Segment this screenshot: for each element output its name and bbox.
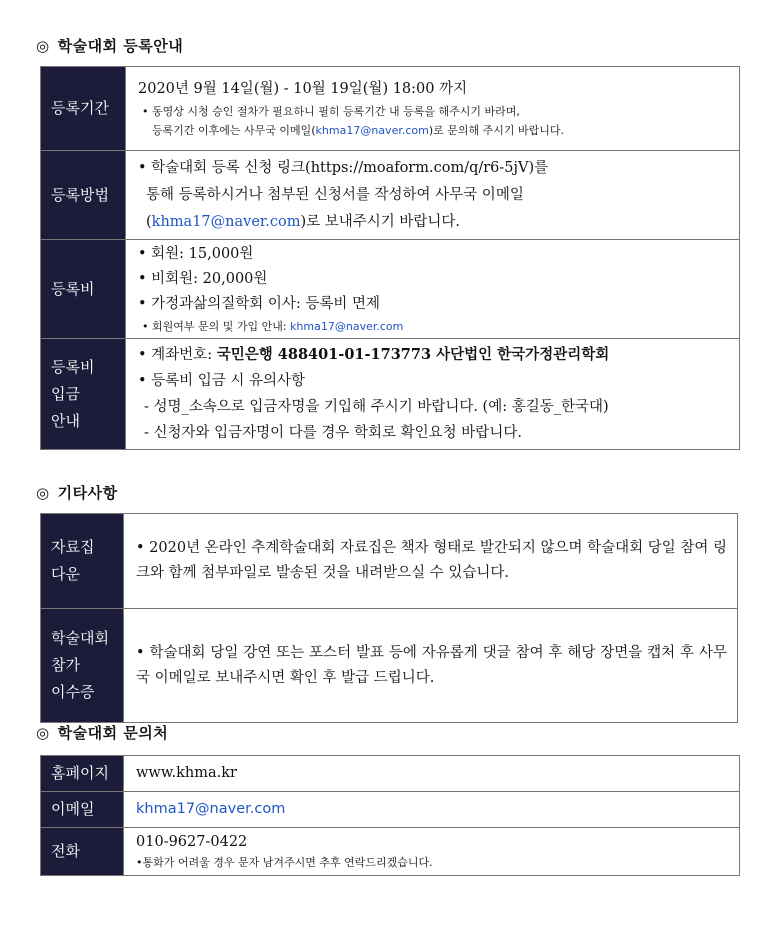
registration-period-row	[41, 67, 740, 151]
materials-label	[41, 514, 124, 609]
certificate-row	[41, 609, 738, 723]
payment-info-content	[126, 339, 740, 450]
paren-text: (	[146, 213, 152, 230]
fee-note	[138, 317, 729, 336]
payment-info-row	[41, 339, 740, 450]
double-circle-icon: ◎	[36, 723, 50, 742]
method-line-3	[138, 209, 729, 236]
label-line: 입금	[51, 384, 80, 403]
email-link[interactable]: khma17@naver.com	[151, 213, 301, 230]
registration-period-note-2	[138, 121, 729, 140]
email-label: 이메일	[41, 792, 124, 828]
email-link[interactable]: khma17@naver.com	[315, 124, 429, 137]
phone-content	[124, 828, 740, 876]
phone-note: •통화가 어려울 경우 문자 남겨주시면 추후 연락드리겠습니다.	[136, 855, 433, 869]
label-line: 안내	[51, 411, 80, 430]
contact-title-text: 학술대회 문의처	[57, 724, 169, 742]
homepage-label: 홈페이지	[41, 756, 124, 792]
fee-non-member: • 비회원: 20,000원	[138, 271, 268, 287]
materials-row	[41, 514, 738, 609]
note-text: 등록기간 이후에는 사무국 이메일(	[152, 124, 316, 137]
certificate-label	[41, 609, 124, 723]
note-text: )로 문의해 주시기 바랍니다.	[428, 124, 565, 137]
account-prefix: • 계좌번호:	[138, 347, 217, 363]
email-link[interactable]: khma17@naver.com	[290, 320, 404, 333]
method-tail-text: )로 보내주시기 바랍니다.	[300, 213, 461, 230]
double-circle-icon: ◎	[36, 483, 50, 502]
registration-fee-content	[126, 240, 740, 339]
registration-method-row	[41, 151, 740, 240]
registration-fee-row	[41, 240, 740, 339]
label-line: 자료집	[51, 538, 95, 556]
registration-period-note-1: • 동영상 시청 승인 절차가 필요하니 필히 등록기간 내 등록을 해주시기 바라며,	[142, 105, 520, 118]
payment-caution-1: - 성명_소속으로 입금자명을 기입해 주시기 바랍니다. (예: 홍길동_한국대)	[144, 399, 609, 415]
phone-number: 010-9627-0422	[136, 833, 248, 850]
note-text: • 회원여부 문의 및 가입 안내:	[142, 320, 291, 333]
bank-account	[138, 342, 729, 368]
etc-table	[40, 513, 738, 723]
contact-section-title	[36, 722, 168, 743]
label-line: 다운	[51, 565, 80, 583]
registration-period-content	[126, 67, 740, 151]
label-line: 학술대회	[51, 629, 109, 647]
phone-label: 전화	[41, 828, 124, 876]
email-link[interactable]: khma17@naver.com	[136, 801, 286, 817]
label-line: 이수증	[51, 683, 95, 701]
registration-fee-label: 등록비	[41, 240, 126, 339]
registration-title-text: 학술대회 등록안내	[57, 37, 184, 55]
label-line: 등록비	[51, 357, 95, 376]
email-row	[41, 792, 740, 828]
etc-section-title	[36, 482, 118, 503]
payment-caution-2: - 신청자와 입금자명이 다를 경우 학회로 확인요청 바랍니다.	[144, 425, 522, 441]
registration-section-title	[36, 35, 183, 56]
registration-method-content	[126, 151, 740, 240]
certificate-content: • 학술대회 당일 강연 또는 포스터 발표 등에 자유롭게 댓글 참여 후 해당 장면을 캡처 후 사무국 이메일로 보내주시면 확인 후 발급 드립니다.	[124, 609, 738, 723]
payment-info-label	[41, 339, 126, 450]
method-line-2: 통해 등록하시거나 첨부된 신청서를 작성하여 사무국 이메일	[146, 186, 524, 203]
materials-content: • 2020년 온라인 추계학술대회 자료집은 책자 형태로 발간되지 않으며 학술대회 당일 참여 링크와 함께 첨부파일로 발송된 것을 내려받으실 수 있습니다.	[124, 514, 738, 609]
fee-member: • 회원: 15,000원	[138, 246, 254, 262]
etc-title-text: 기타사항	[57, 484, 118, 502]
registration-method-label: 등록방법	[41, 151, 126, 240]
phone-row	[41, 828, 740, 876]
registration-period-label: 등록기간	[41, 67, 126, 151]
homepage-value[interactable]: www.khma.kr	[124, 756, 740, 792]
double-circle-icon: ◎	[36, 36, 50, 55]
registration-period-dates: 2020년 9월 14일(월) - 10월 19일(월) 18:00 까지	[138, 81, 468, 97]
fee-director: • 가정과삶의질학회 이사: 등록비 면제	[138, 296, 380, 312]
contact-table	[40, 755, 740, 876]
payment-caution: • 등록비 입금 시 유의사항	[138, 373, 306, 389]
label-line: 참가	[51, 656, 80, 674]
method-line-1: • 학술대회 등록 신청 링크(https://moaform.com/q/r6-5jV)를	[138, 159, 549, 176]
account-number: 국민은행 488401-01-173773 사단법인 한국가정관리학회	[216, 346, 610, 363]
registration-table	[40, 66, 740, 450]
homepage-row	[41, 756, 740, 792]
email-cell	[124, 792, 740, 828]
